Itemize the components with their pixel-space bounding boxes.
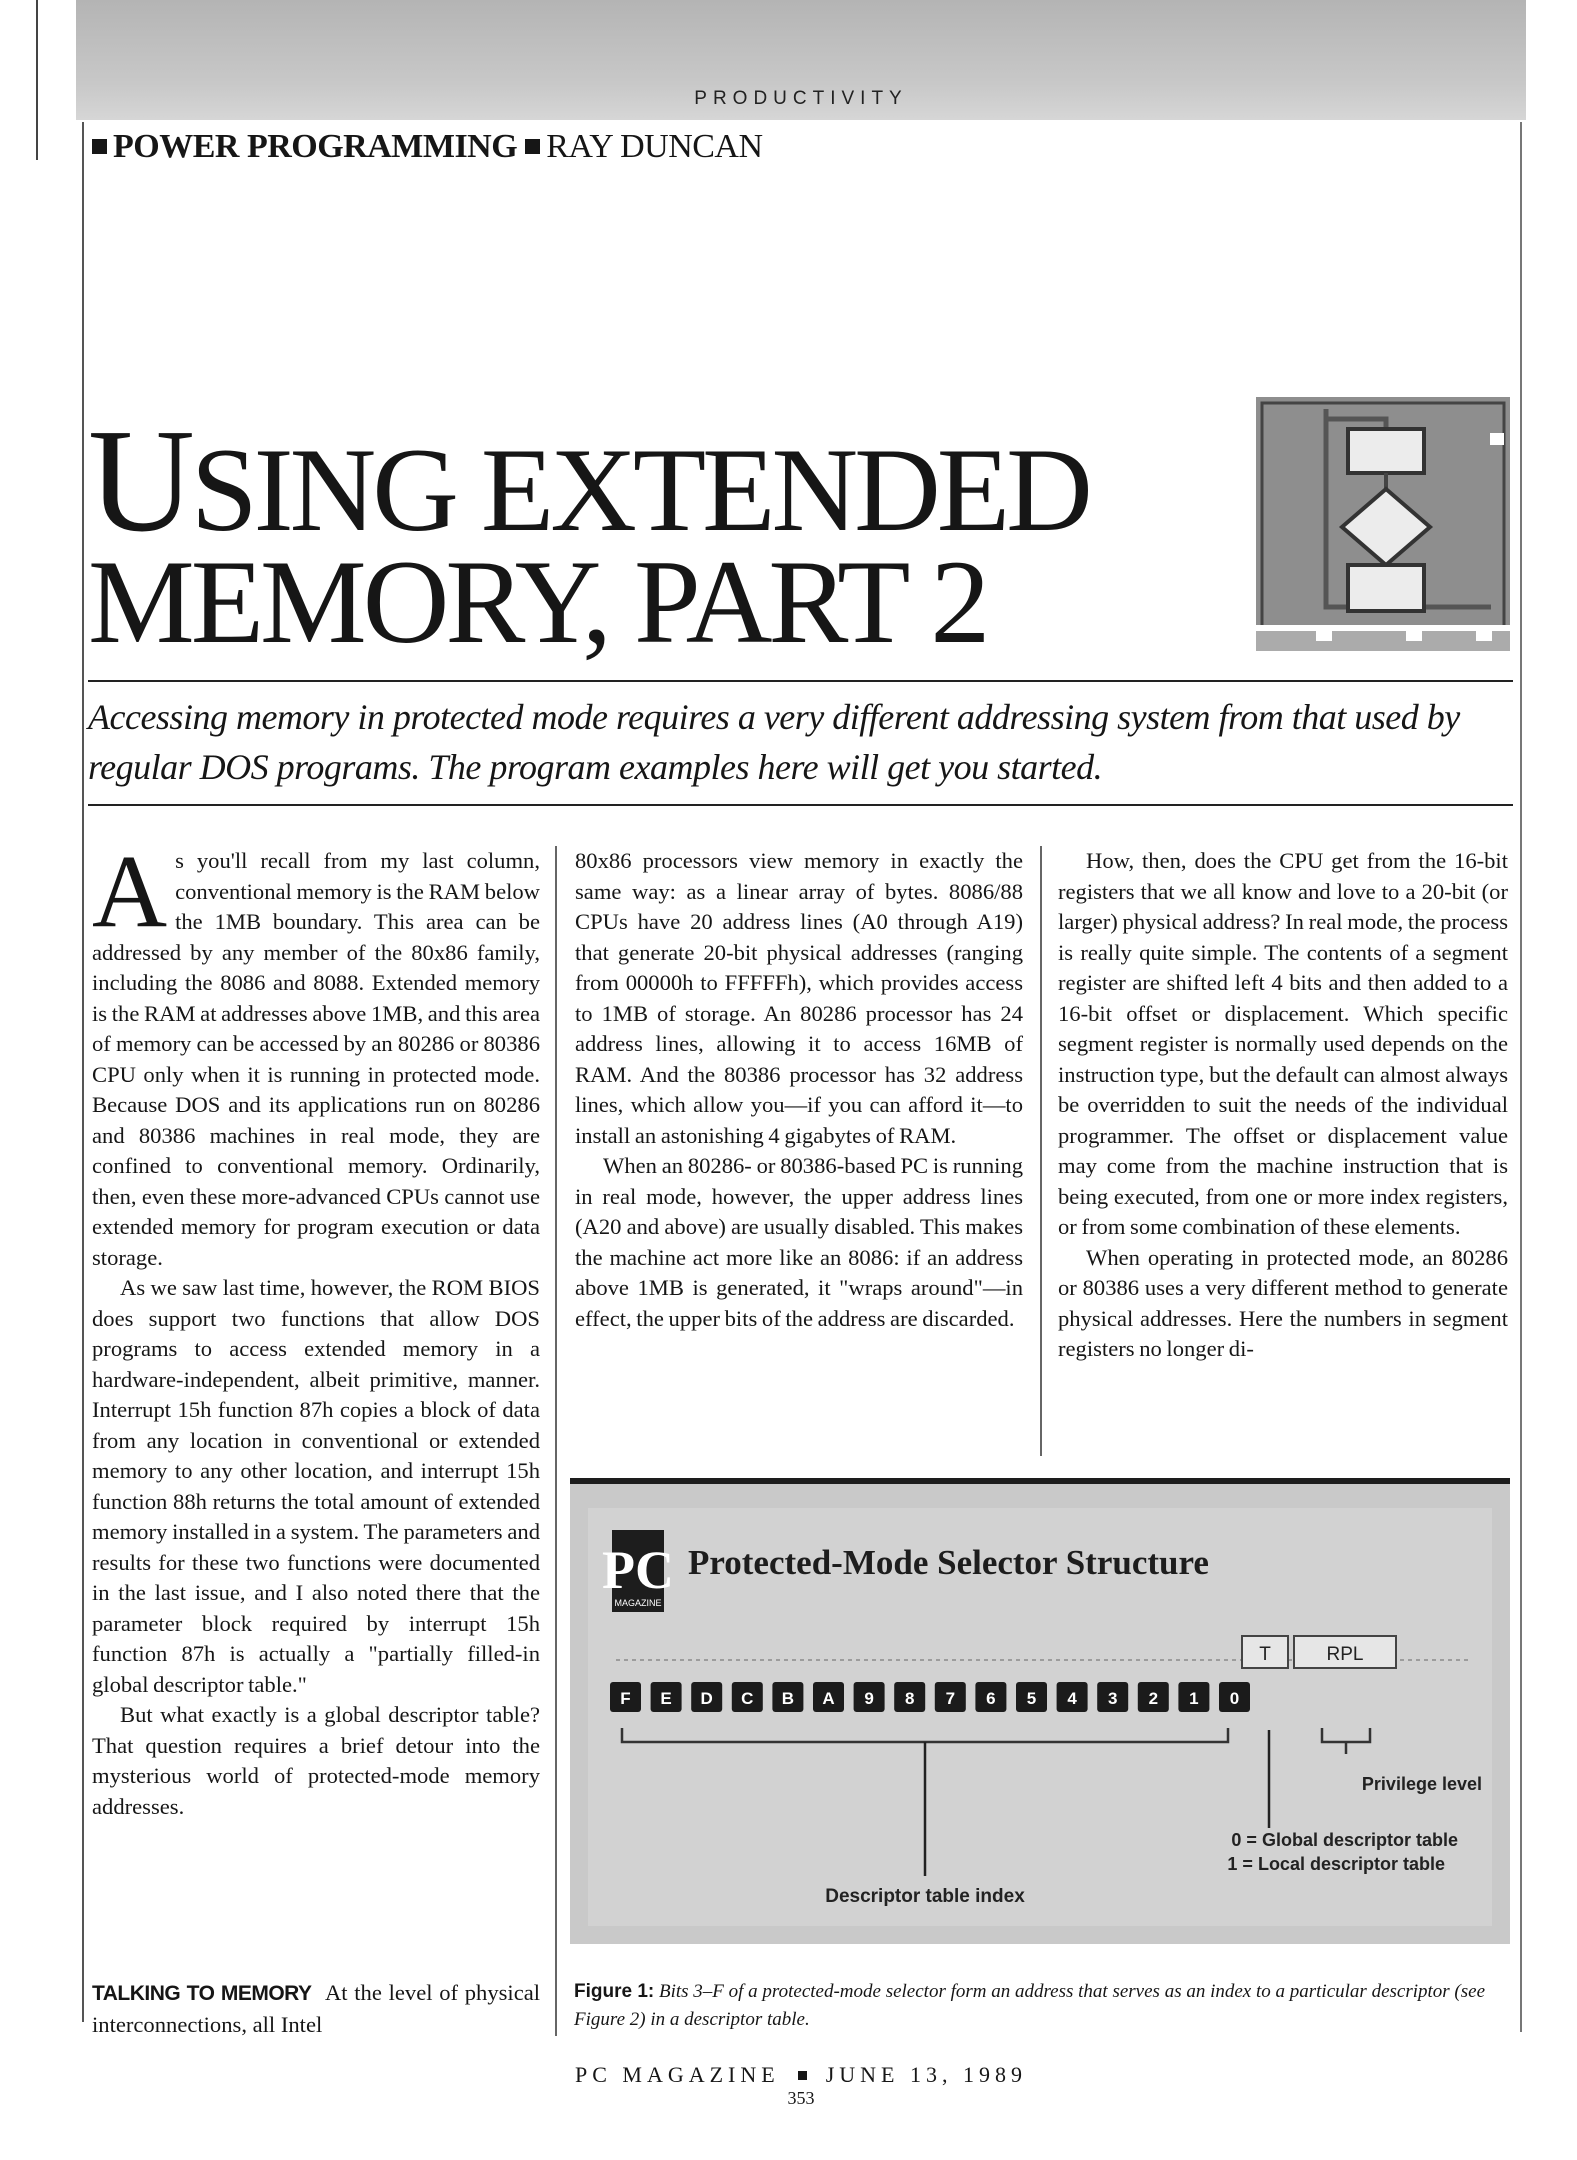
bit-label: E	[660, 1689, 672, 1708]
body-column-2	[575, 846, 1023, 1334]
section-label: PRODUCTIVITY	[694, 88, 908, 109]
page-number: 353	[787, 2088, 815, 2108]
bit-label: 8	[904, 1689, 915, 1708]
body-column-1	[92, 834, 540, 1822]
pc-magazine-logo-icon	[602, 1530, 674, 1612]
bit-label: 5	[1026, 1689, 1037, 1708]
kicker-author: RAY DUNCAN	[546, 128, 763, 165]
bullet-square-icon	[798, 2071, 807, 2080]
page-right-rule	[1520, 122, 1522, 2032]
bit-label: 0	[1229, 1689, 1240, 1708]
body-column-3	[1058, 846, 1508, 1365]
figure-title: Protected-Mode Selector Structure	[688, 1543, 1209, 1582]
body-paragraph: When operating in protected mode, an 80286 or 80386 uses a very different method to generate physical addresses. Here the numbers in segment registers no longer di-	[1058, 1244, 1508, 1361]
bit-label: 7	[945, 1689, 956, 1708]
bit-label: 3	[1107, 1689, 1118, 1708]
footer-magazine: PC MAGAZINE	[574, 2062, 780, 2087]
scan-edge-mark	[36, 0, 38, 160]
gdt-label: 0 = Global descriptor table	[1231, 1830, 1458, 1850]
body-paragraph: 80x86 processors view memory in exactly the same way: as a linear array of bytes. 8086/88 CPUs have 20 address lines (A0 through A19) that generate 20-bit physical addresses (ranging from 00000h to FFFFFh), which provides access to 1MB of storage. An 80286 processor has 24 address lines, allowing it to access 16MB of RAM. And the 80386 processor has 32 address lines, which allow you—if you can afford it—to install an astonishing 4 gigabytes of RAM.	[575, 848, 1023, 1148]
column-rule	[555, 846, 557, 2036]
ldt-label: 1 = Local descriptor table	[1227, 1854, 1445, 1874]
title-initial: U	[88, 399, 191, 563]
bit-label: F	[620, 1689, 631, 1708]
selector-structure-figure	[570, 1478, 1510, 1944]
footer-date: JUNE 13, 1989	[825, 2062, 1027, 2087]
title-line2: MEMORY, PART 2	[88, 535, 987, 668]
column-rule	[1040, 846, 1042, 1456]
body-paragraph: When an 80286- or 80386-based PC is running in real mode, however, the upper address lines (A20 and above) are usually disabled. This makes the machine act more like an 8086: if an address above 1MB is generated, it "wraps around"—in effect, the upper bits of the address are discarded.	[575, 1153, 1023, 1331]
page-left-rule	[82, 122, 84, 2022]
flowchart-logo-icon	[1256, 397, 1510, 651]
bit-label: 1	[1189, 1689, 1199, 1708]
page-footer	[76, 2062, 1526, 2088]
index-label: Descriptor table index	[825, 1886, 1025, 1907]
bit-label: 6	[986, 1689, 996, 1708]
body-paragraph	[92, 834, 540, 1273]
body-paragraph: But what exactly is a global descriptor table? That question requires a brief detour into the mysterious world of protected-mode memory addresses.	[92, 1702, 540, 1819]
bullet-square-icon	[92, 139, 107, 154]
t-field-label: T	[1259, 1644, 1271, 1665]
caption-label: Figure 1:	[574, 1981, 655, 2002]
article-deck: Accessing memory in protected mode requires a very different addressing system from that used by regular DOS programs. The program examples here will get you started.	[88, 697, 1460, 787]
rpl-field-label: RPL	[1326, 1644, 1364, 1665]
article-title	[88, 399, 1089, 668]
bit-label: 9	[864, 1689, 874, 1708]
title-line1-rest: SING EXTENDED	[190, 423, 1089, 556]
body-paragraph: How, then, does the CPU get from the 16-bit registers that we all know and love to a 20-bit (or larger) physical address? In real mode, the process is really quite simple. The contents of a segment register are shifted left 4 bits and then added to a 16-bit offset or displacement. Which specific segment register is normally used depends on the instruction type, but the default can almost always be overridden to suit the needs of the individual programmer. The offset or displacement value may come from the machine instruction that is being executed, from one or more index registers, or from some combination of these elements.	[1058, 848, 1508, 1239]
logo-subtext: MAGAZINE	[614, 1598, 662, 1608]
bit-label: D	[700, 1689, 713, 1708]
logo-text: PC	[602, 1540, 674, 1600]
bit-label: 2	[1148, 1689, 1159, 1708]
figure-caption	[574, 1978, 1504, 2034]
bit-label: A	[822, 1689, 835, 1708]
subhead-text: At the level of physical interconnections, all Intel	[92, 1980, 541, 2037]
bit-label: 4	[1067, 1689, 1077, 1708]
subhead: TALKING TO MEMORY	[92, 1982, 312, 2005]
caption-text: Bits 3–F of a protected-mode selector form an address that serves as an index to a particular descriptor (see Figure 2) in a descriptor table.	[574, 1981, 1486, 2030]
deck-bottom-rule	[88, 804, 1513, 806]
bit-label: C	[741, 1689, 754, 1708]
kicker-column-name: POWER PROGRAMMING	[113, 128, 518, 165]
body-paragraph: As we saw last time, however, the ROM BIOS does support two functions that allow DOS programs to access extended memory in a hardware-independent, albeit primitive, manner. Interrupt 15h function 87h copies a block of data from any location in conventional or extended memory to any other location, and interrupt 15h function 88h returns the total amount of extended memory installed in a system. The parameters and results for these two functions were documented in the last issue, and I also noted there that the parameter block required by interrupt 15h function 87h is actually a "partially filled-in global descriptor table."	[92, 1275, 540, 1697]
privilege-label: Privilege level	[1361, 1774, 1482, 1794]
paragraph-text: s you'll recall from my last column, conventional memory is the RAM below the 1MB boundary. This area can be addressed by any member of the 80x86 family, including the 8086 and 8088. Extended memory is the RAM at addresses above 1MB, and this area of memory can be accessed by an 80286 or 80386 CPU only when it is running in protected mode. Because DOS and its applications run on 80286 and 80386 machines in real mode, they are confined to conventional memory. Ordinarily, then, even these more-advanced CPUs cannot use extended memory for program execution or data storage.	[92, 848, 540, 1270]
deck-top-rule	[88, 680, 1513, 682]
drop-cap: A	[92, 834, 168, 949]
bit-label: B	[781, 1689, 795, 1708]
bullet-square-icon	[525, 139, 540, 154]
column-kicker	[92, 128, 763, 166]
subhead-paragraph	[92, 1978, 540, 2040]
